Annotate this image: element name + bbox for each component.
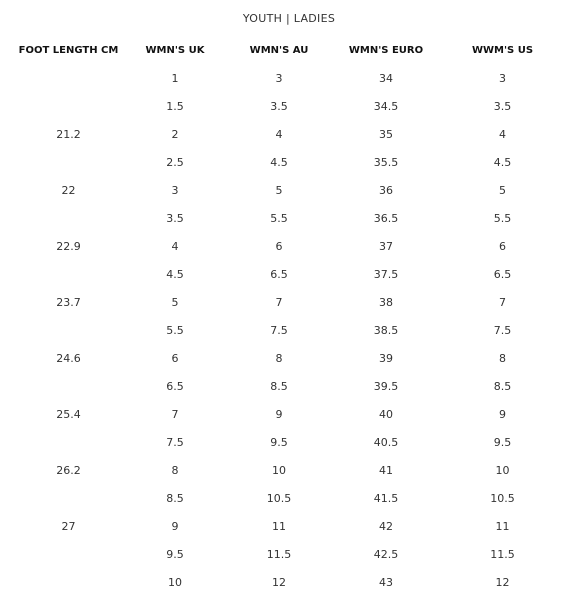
cell-wmns-uk: 1.5 (166, 99, 184, 113)
cell-wmns-euro: 42 (379, 519, 393, 533)
cell-wmns-euro: 40 (379, 407, 393, 421)
cell-wwms-us: 7.5 (493, 323, 512, 337)
cell-foot-length (0, 148, 137, 176)
cell-wmns-euro: 38 (379, 295, 393, 309)
cell-foot-length (0, 316, 137, 344)
cell-wwms-us: 4 (499, 127, 506, 141)
cell-wmns-au: 5 (275, 183, 283, 197)
table-row (0, 540, 578, 568)
cell-wmns-uk: 5 (171, 295, 179, 309)
cell-wmns-uk: 6.5 (166, 379, 184, 393)
cell-wmns-au: 9 (275, 407, 283, 421)
cell-wmns-uk: 1 (171, 71, 179, 85)
table-row (0, 316, 578, 344)
header-foot-length: FOOT LENGTH CM (18, 44, 119, 56)
cell-wmns-euro: 34 (379, 71, 393, 85)
cell-foot-length: 27 (61, 519, 76, 533)
table-row (0, 120, 578, 148)
table-row (0, 484, 578, 512)
table-row (0, 204, 578, 232)
header-wmns-uk: WMN'S UK (145, 44, 205, 56)
header-wwms-us: WWM'S US (471, 44, 534, 56)
cell-wmns-euro: 37.5 (373, 267, 399, 281)
table-row (0, 148, 578, 176)
cell-foot-length (0, 372, 137, 400)
cell-wmns-au: 12 (272, 575, 286, 589)
cell-wwms-us: 11.5 (490, 547, 515, 561)
cell-wmns-au: 3.5 (270, 99, 288, 113)
cell-wmns-au: 6.5 (270, 267, 288, 281)
cell-wmns-euro: 36 (379, 183, 393, 197)
cell-wwms-us: 7 (499, 295, 506, 309)
size-table (0, 36, 578, 596)
cell-foot-length (0, 484, 137, 512)
cell-foot-length (0, 540, 137, 568)
cell-wmns-au: 9.5 (270, 435, 288, 449)
cell-wmns-uk: 3.5 (166, 211, 184, 225)
table-row (0, 64, 578, 92)
cell-wwms-us: 9 (499, 407, 506, 421)
cell-wmns-au: 11 (272, 519, 286, 533)
cell-wmns-euro: 42.5 (373, 547, 399, 561)
cell-wmns-uk: 3 (171, 183, 179, 197)
table-row (0, 428, 578, 456)
cell-wwms-us: 6.5 (493, 267, 512, 281)
cell-wmns-uk: 7 (171, 407, 179, 421)
cell-foot-length: 24.6 (56, 351, 81, 365)
cell-foot-length: 21.2 (56, 127, 81, 141)
cell-wmns-au: 7 (275, 295, 283, 309)
cell-wmns-uk: 8.5 (166, 491, 184, 505)
table-row (0, 232, 578, 260)
cell-wwms-us: 3.5 (493, 99, 512, 113)
cell-wmns-au: 11.5 (266, 547, 292, 561)
cell-foot-length: 25.4 (56, 407, 81, 421)
table-header-row (0, 36, 578, 64)
header-wmns-euro: WMN'S EURO (348, 44, 424, 56)
cell-wmns-euro: 37 (379, 239, 393, 253)
cell-wmns-euro: 43 (379, 575, 393, 589)
cell-wmns-euro: 39 (379, 351, 393, 365)
cell-wwms-us: 10.5 (490, 491, 515, 505)
cell-wmns-au: 4 (275, 127, 283, 141)
table-row (0, 260, 578, 288)
header-wmns-au: WMN'S AU (249, 44, 309, 56)
table-row (0, 372, 578, 400)
table-row (0, 344, 578, 372)
cell-wmns-au: 4.5 (270, 155, 288, 169)
cell-foot-length: 26.2 (56, 463, 81, 477)
cell-wmns-uk: 9.5 (166, 547, 184, 561)
table-row (0, 176, 578, 204)
table-body (0, 64, 578, 596)
cell-wmns-uk: 4.5 (166, 267, 184, 281)
cell-wmns-au: 10 (272, 463, 286, 477)
table-row (0, 288, 578, 316)
cell-foot-length (0, 260, 137, 288)
cell-wmns-au: 8 (275, 351, 283, 365)
table-row (0, 400, 578, 428)
cell-foot-length (0, 428, 137, 456)
cell-wwms-us: 6 (499, 239, 506, 253)
cell-foot-length: 22.9 (56, 239, 81, 253)
cell-foot-length (0, 64, 137, 92)
table-row (0, 512, 578, 540)
cell-wmns-au: 8.5 (270, 379, 288, 393)
cell-wmns-uk: 4 (171, 239, 179, 253)
cell-wmns-au: 10.5 (266, 491, 292, 505)
cell-wmns-au: 3 (275, 71, 283, 85)
cell-wwms-us: 10 (495, 463, 510, 477)
cell-wmns-au: 7.5 (270, 323, 288, 337)
cell-wwms-us: 3 (499, 71, 506, 85)
cell-wmns-uk: 2 (171, 127, 179, 141)
cell-wmns-euro: 40.5 (373, 435, 399, 449)
cell-wwms-us: 9.5 (493, 435, 512, 449)
table-row (0, 92, 578, 120)
cell-wwms-us: 12 (495, 575, 510, 589)
cell-foot-length (0, 92, 137, 120)
cell-foot-length (0, 204, 137, 232)
cell-wmns-euro: 41.5 (373, 491, 399, 505)
cell-wwms-us: 5.5 (493, 211, 512, 225)
cell-wwms-us: 11 (495, 519, 510, 533)
cell-wwms-us: 8 (499, 351, 506, 365)
cell-wmns-euro: 41 (379, 463, 393, 477)
cell-wwms-us: 5 (499, 183, 506, 197)
cell-wmns-uk: 2.5 (166, 155, 184, 169)
page-title: YOUTH | LADIES (242, 12, 336, 25)
cell-wmns-euro: 39.5 (373, 379, 399, 393)
cell-wmns-uk: 8 (171, 463, 179, 477)
cell-wmns-uk: 10 (168, 575, 182, 589)
cell-wwms-us: 8.5 (493, 379, 512, 393)
cell-wmns-uk: 9 (171, 519, 179, 533)
cell-wwms-us: 4.5 (493, 155, 512, 169)
cell-wmns-euro: 36.5 (373, 211, 399, 225)
cell-wmns-euro: 35 (379, 127, 393, 141)
cell-wmns-uk: 5.5 (166, 323, 184, 337)
cell-wmns-au: 6 (275, 239, 283, 253)
table-row (0, 456, 578, 484)
cell-wmns-uk: 7.5 (166, 435, 184, 449)
cell-foot-length: 23.7 (56, 295, 81, 309)
cell-wmns-uk: 6 (171, 351, 179, 365)
cell-foot-length: 22 (61, 183, 76, 197)
cell-wmns-euro: 38.5 (373, 323, 399, 337)
cell-wmns-au: 5.5 (270, 211, 288, 225)
cell-foot-length (0, 568, 137, 596)
cell-wmns-euro: 34.5 (373, 99, 399, 113)
cell-wmns-euro: 35.5 (373, 155, 399, 169)
table-row (0, 568, 578, 596)
